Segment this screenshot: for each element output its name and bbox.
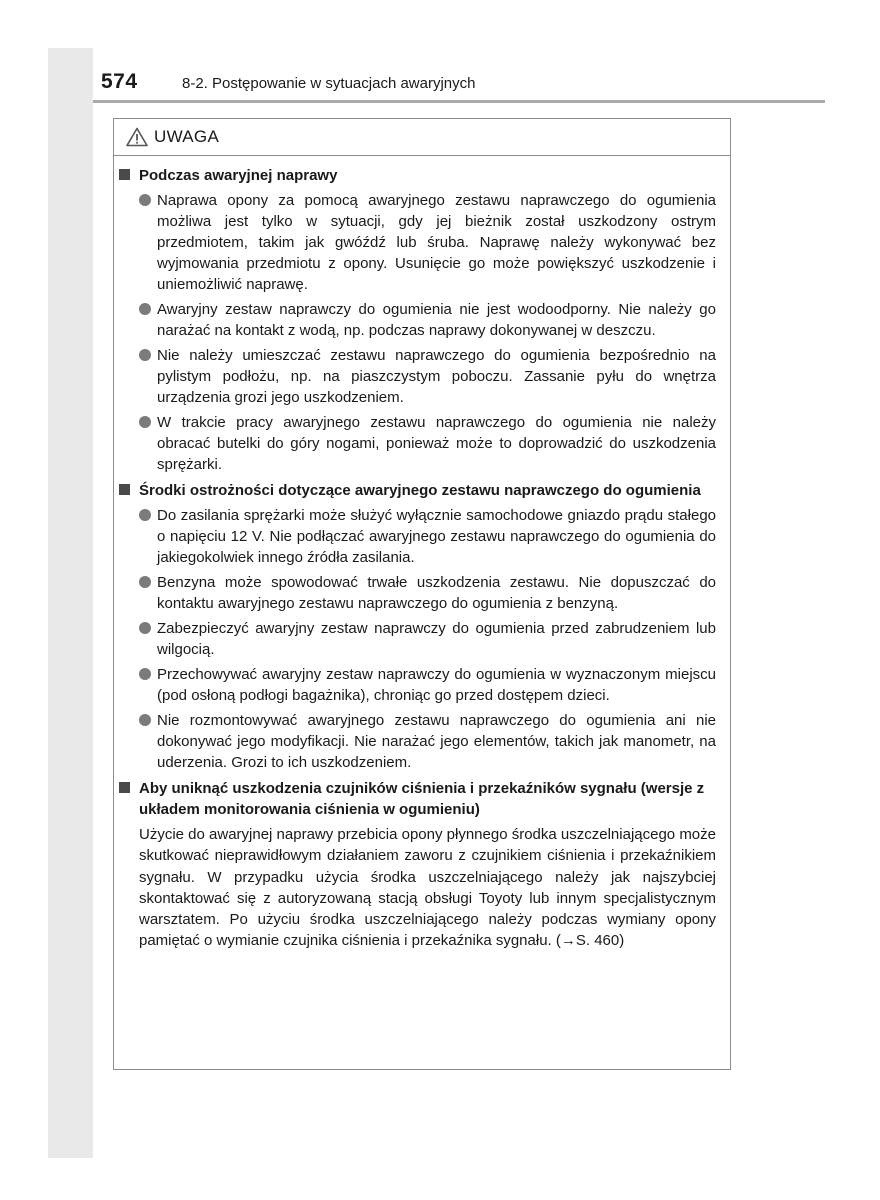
section-heading-text: Aby uniknąć uszkodzenia czujników ciśnienia i przekaźników sygnału (wersje z układem monitorowania ciśnienia w ogumieniu) [139,780,705,818]
circle-bullet-icon [139,714,151,726]
list-item-text: Zabezpieczyć awaryjny zestaw naprawczy do ogumienia przed zabrudzeniem lub wilgocią. [157,620,716,658]
section-title: 8-2. Postępowanie w sytuacjach awaryjnych [182,75,476,92]
list-item-text: Nie rozmontowywać awaryjnego zestawu naprawczego do ogumienia ani nie dokonywać jego modyfikacji. Nie narażać jego elementów, takich jak manometr, na uderzenia. Grozi to ich uszkodzeniem. [157,712,716,771]
circle-bullet-icon [139,509,151,521]
circle-bullet-icon [139,349,151,361]
circle-bullet-icon [139,668,151,680]
circle-bullet-icon [139,416,151,428]
circle-bullet-icon [139,194,151,206]
list-item [119,412,716,475]
square-bullet-icon [119,782,130,793]
warning-header [114,119,730,156]
warning-body [114,156,730,952]
warning-box [113,118,731,1070]
square-bullet-icon [119,169,130,180]
list-item-text: W trakcie pracy awaryjnego zestawu naprawczego do ogumienia nie należy obracać butelki do góry nogami, ponieważ może to doprowadzić do uszkodzenia sprężarki. [157,414,716,473]
circle-bullet-icon [139,303,151,315]
list-item-text: Benzyna może spowodować trwałe uszkodzenia zestawu. Nie dopuszczać do kontaktu awaryjnego zestawu naprawczego do ogumienia z benzyną. [157,574,716,612]
header-divider [93,100,825,103]
page-number: 574 [101,70,138,93]
warning-title: UWAGA [154,127,220,146]
section-heading [119,480,716,501]
section-paragraph: Użycie do awaryjnej naprawy przebicia opony płynnego środka uszczelniającego może skutkować nieprawidłowym działaniem zaworu z czujnikiem ciśnienia i przekaźnikiem sygnału. W przypadku użycia środka uszczelniającego należy jak najszybciej skontaktować się z autoryzowaną stacją obsługi Toyoty lub innym specjalistycznym warsztatem. Po użyciu środka uszczelniającego należy podczas wymiany opony pamiętać o wymianie czujnika ciśnienia i przekaźnika sygnału. (→S. 460) [139,826,716,950]
list-item-text: Nie należy umieszczać zestawu naprawczego do ogumienia bezpośrednio na pylistym podłożu, np. na piaszczystym poboczu. Zassanie pyłu do wnętrza urządzenia grozi jego uszkodzeniem. [157,347,716,406]
list-item [119,618,716,660]
list-item [119,664,716,706]
list-item-text: Naprawa opony za pomocą awaryjnego zestawu naprawczego do ogumienia możliwa jest tylko w sytuacji, gdy jej bieżnik został uszkodzony ostrym przedmiotem, takim jak gwóźdź lub śruba. Naprawę należy wykonywać bez wyjmowania przedmiotu z opony. Usunięcie go może powiększyć uszkodzenie i uniemożliwić naprawę. [157,192,716,293]
square-bullet-icon [119,484,130,495]
circle-bullet-icon [139,576,151,588]
list-item [119,505,716,568]
page-sidebar-strip [48,48,93,1158]
list-item [119,710,716,773]
section-heading-text: Podczas awaryjnej naprawy [139,167,338,184]
section-heading [119,165,716,186]
list-item [119,190,716,295]
section-heading [119,778,716,820]
list-item-text: Do zasilania sprężarki może służyć wyłącznie samochodowe gniazdo prądu stałego o napięciu 12 V. Nie podłączać awaryjnego zestawu naprawczego do ogumienia do jakiegokolwiek innego źródła zasilania. [157,507,716,566]
list-item [119,299,716,341]
list-item-text: Przechowywać awaryjny zestaw naprawczy do ogumienia w wyznaczonym miejscu (pod osłoną podłogi bagażnika), chroniąc go przed dostępem dzieci. [157,666,716,704]
section-heading-text: Środki ostrożności dotyczące awaryjnego zestawu naprawczego do ogumienia [139,482,701,499]
list-item-text: Awaryjny zestaw naprawczy do ogumienia nie jest wodoodporny. Nie należy go narażać na kontakt z wodą, np. podczas naprawy dokonywanej w deszczu. [157,301,716,339]
list-item [119,572,716,614]
warning-triangle-icon [126,127,148,147]
list-item [119,345,716,408]
circle-bullet-icon [139,622,151,634]
